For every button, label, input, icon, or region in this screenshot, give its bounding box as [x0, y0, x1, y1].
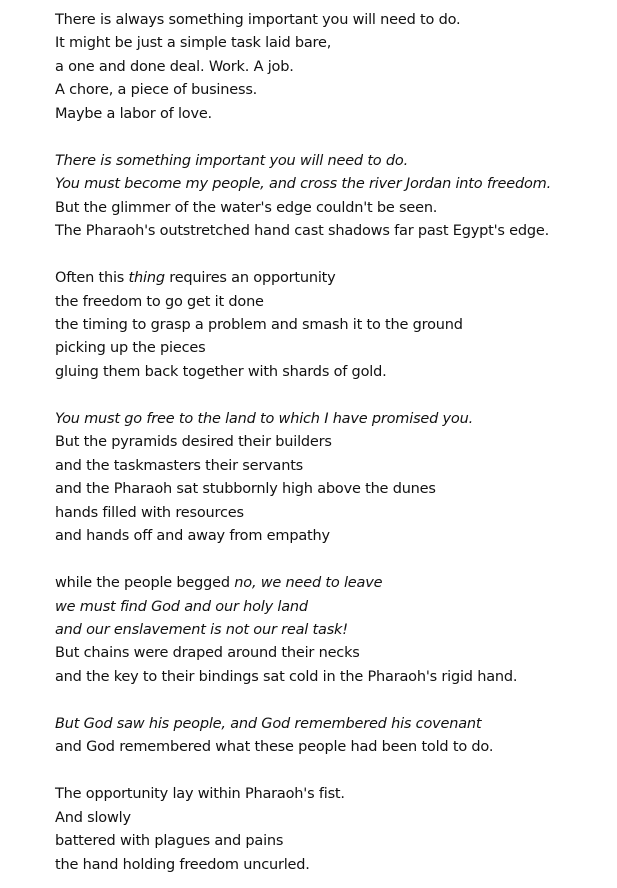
text-segment: the freedom to go get it done — [55, 293, 264, 310]
poem-line — [55, 79, 617, 102]
text-segment: But the glimmer of the water's edge couldn't be seen. — [55, 199, 438, 216]
poem-line — [55, 408, 617, 431]
poem-line — [55, 32, 617, 55]
poem-line — [55, 267, 617, 290]
poem-line — [55, 9, 617, 32]
poem-line — [55, 361, 617, 384]
italic-text: You must go free to the land to which I have promised you. — [55, 410, 474, 427]
italic-text: and our enslavement is not our real task! — [55, 621, 348, 638]
text-segment: and the key to their bindings sat cold in the Pharaoh's rigid hand. — [55, 668, 518, 685]
stanza — [55, 150, 617, 244]
poem-line — [55, 478, 617, 501]
stanza — [55, 408, 617, 549]
italic-text: thing — [128, 270, 165, 287]
stanza — [55, 9, 617, 126]
poem-line — [55, 220, 617, 243]
poem-line — [55, 666, 617, 689]
poem-line — [55, 291, 617, 314]
poem-line — [55, 314, 617, 337]
poem-line — [55, 103, 617, 126]
poem-line — [55, 173, 617, 196]
text-segment: and hands off and away from empathy — [55, 528, 330, 545]
text-segment: A chore, a piece of business. — [55, 82, 258, 99]
text-segment: Maybe a labor of love. — [55, 105, 212, 122]
text-segment: hands filled with resources — [55, 504, 244, 521]
text-segment: There is always something important you will need to do. — [55, 12, 461, 28]
text-segment: The Pharaoh's outstretched hand cast shadows far past Egypt's edge. — [55, 223, 550, 240]
text-segment: But chains were draped around their necks — [55, 645, 360, 662]
poem-line — [55, 197, 617, 220]
poem-line — [55, 56, 617, 79]
italic-text: There is something important you will need to do. — [55, 152, 408, 169]
poem-line — [55, 736, 617, 759]
text-segment: the timing to grasp a problem and smash it to the ground — [55, 316, 463, 333]
text-segment: battered with plagues and pains — [55, 833, 284, 850]
text-segment: and the Pharaoh sat stubbornly high above the dunes — [55, 481, 436, 498]
poem-line — [55, 830, 617, 853]
text-segment: picking up the pieces — [55, 340, 206, 357]
text-segment: while the people begged — [55, 575, 235, 592]
text-segment: It might be just a simple task laid bare, — [55, 35, 332, 52]
poem-line — [55, 854, 617, 877]
italic-text: You must become my people, and cross the river Jordan into freedom. — [55, 176, 551, 193]
poem-line — [55, 642, 617, 665]
text-segment: and the taskmasters their servants — [55, 457, 304, 474]
text-segment: requires an opportunity — [164, 270, 336, 287]
poem-line — [55, 619, 617, 642]
text-segment: The opportunity lay within Pharaoh's fist. — [55, 786, 345, 803]
stanza — [55, 783, 617, 877]
poem-line — [55, 783, 617, 806]
text-segment: But the pyramids desired their builders — [55, 434, 332, 451]
poem-line — [55, 337, 617, 360]
poem-line — [55, 431, 617, 454]
stanza — [55, 267, 617, 384]
poem-line — [55, 807, 617, 830]
poem-line — [55, 525, 617, 548]
text-segment: gluing them back together with shards of gold. — [55, 363, 387, 380]
poem-line — [55, 150, 617, 173]
poem-line — [55, 455, 617, 478]
poem-line — [55, 572, 617, 595]
poem-line — [55, 596, 617, 619]
text-segment: a one and done deal. Work. A job. — [55, 58, 294, 75]
stanza — [55, 713, 617, 760]
text-segment: And slowly — [55, 809, 131, 826]
poem-body — [55, 9, 617, 877]
italic-text: But God saw his people, and God remembered his covenant — [55, 715, 482, 732]
poem-line — [55, 502, 617, 525]
text-segment: and God remembered what these people had been told to do. — [55, 739, 494, 756]
text-segment: Often this — [55, 270, 129, 287]
stanza — [55, 572, 617, 689]
italic-text: no, we need to leave — [234, 575, 383, 592]
text-segment: the hand holding freedom uncurled. — [55, 856, 310, 873]
italic-text: we must find God and our holy land — [55, 598, 308, 615]
poem-line — [55, 713, 617, 736]
